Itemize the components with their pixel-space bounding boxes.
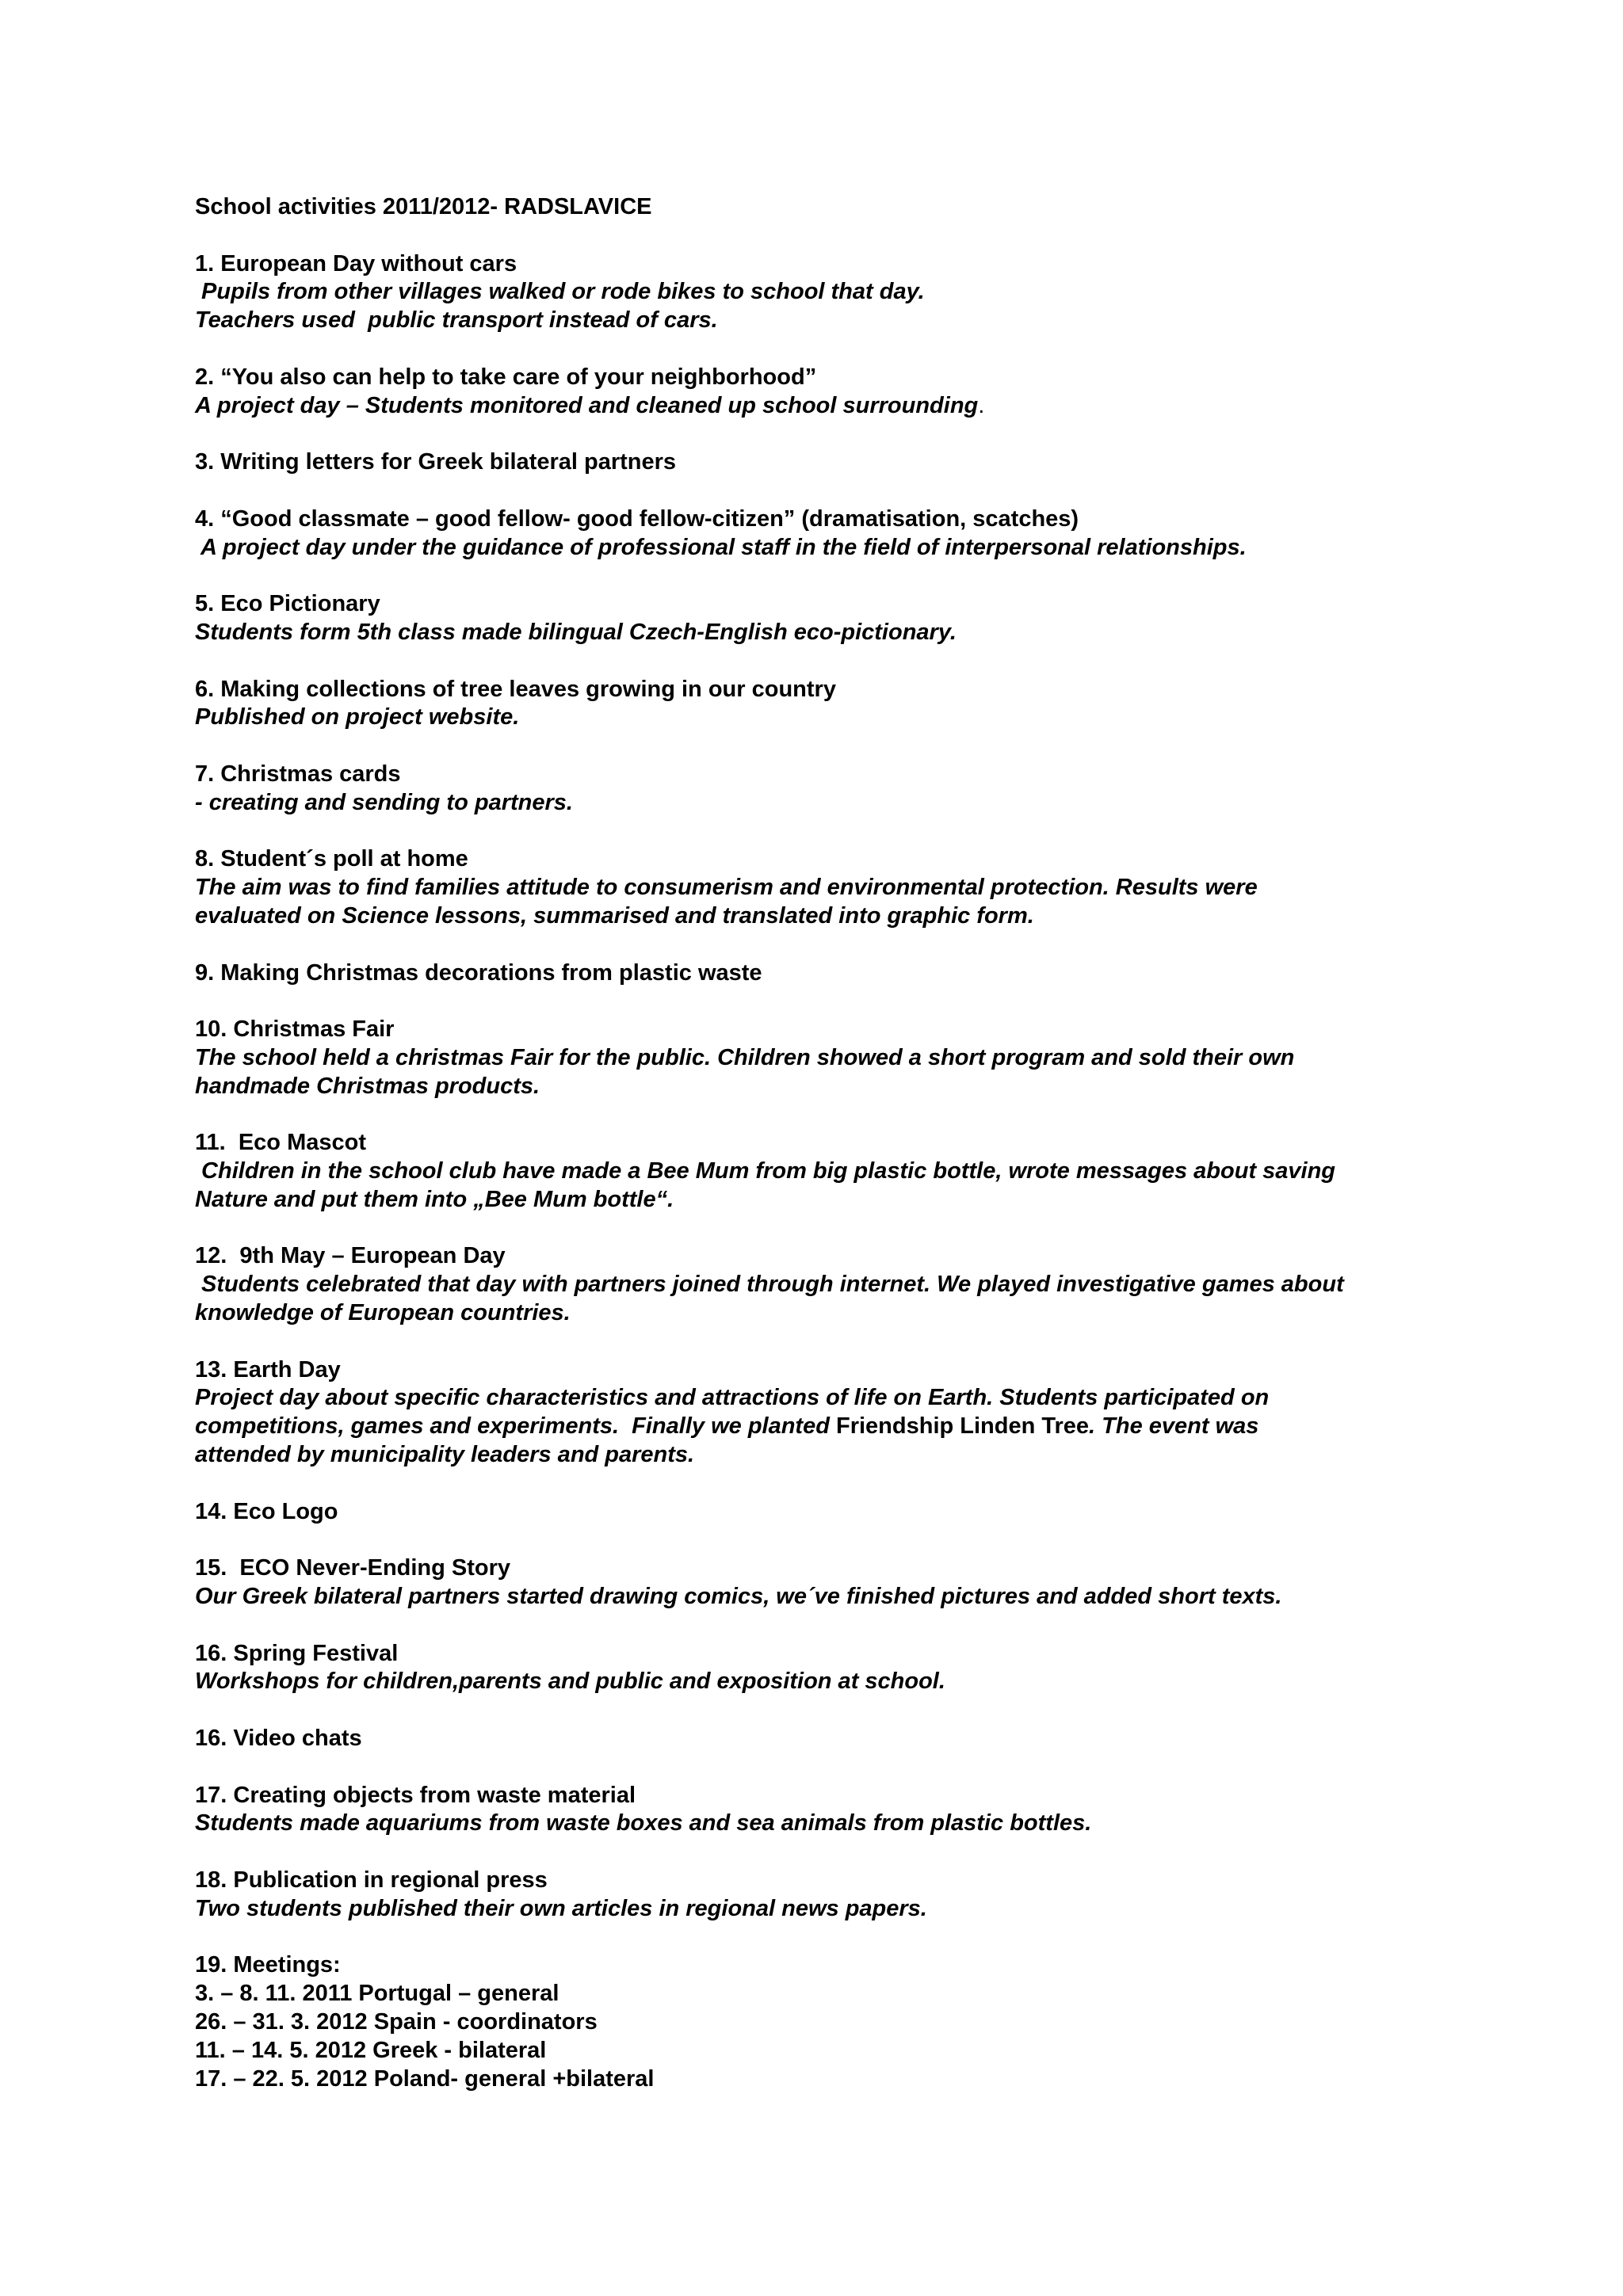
activity-description: attended by municipality leaders and parents.	[195, 1442, 695, 1468]
activity-description-text: A project day – Students monitored and cleaned up school surrounding	[195, 392, 979, 418]
activity-item-12	[195, 1242, 1495, 1327]
activity-item-5	[195, 590, 1495, 647]
activity-item-17	[195, 1782, 1495, 1839]
activity-description	[195, 392, 1495, 421]
activity-description: Published on project website.	[195, 704, 520, 730]
activity-item-9	[195, 959, 1495, 988]
activity-heading: 16. Spring Festival	[195, 1640, 399, 1666]
activity-description-text: competitions, games and experiments. Finally we planted	[195, 1413, 836, 1440]
activity-description: evaluated on Science lessons, summarised and translated into graphic form.	[195, 902, 1034, 929]
document-page	[195, 193, 1495, 2122]
activity-item-11	[195, 1129, 1495, 1214]
activity-heading: 10. Christmas Fair	[195, 1016, 395, 1043]
activity-description: Nature and put them into „Bee Mum bottle“.	[195, 1186, 674, 1212]
activity-item-16	[195, 1640, 1495, 1697]
activity-heading: 5. Eco Pictionary	[195, 591, 380, 617]
activity-heading: 12. 9th May – European Day	[195, 1243, 506, 1269]
activity-description-end: .	[978, 392, 985, 418]
activity-description-text: . The event was	[1089, 1413, 1259, 1440]
tree-name: Friendship Linden Tree	[835, 1413, 1090, 1440]
activity-heading: 4. “Good classmate – good fellow- good fellow-citizen” (dramatisation, scatches)	[195, 505, 1079, 532]
activity-heading: 19. Meetings:	[195, 1952, 341, 1978]
activity-heading: 3. Writing letters for Greek bilateral partners	[195, 449, 677, 475]
activity-item-4	[195, 505, 1495, 563]
activity-description: The aim was to find families attitude to consumerism and environmental protection. Results were	[195, 875, 1258, 901]
activity-item-14	[195, 1498, 1495, 1527]
activity-description: - creating and sending to partners.	[195, 789, 573, 815]
activity-item-2	[195, 364, 1495, 421]
activity-heading: 13. Earth Day	[195, 1356, 341, 1383]
activity-description: Two students published their own articles in regional news papers.	[195, 1895, 927, 1921]
activity-description: Students form 5th class made bilingual Czech-English eco-pictionary.	[195, 619, 957, 645]
activity-description	[195, 1413, 1495, 1441]
activity-heading: 18. Publication in regional press	[195, 1867, 548, 1894]
activity-item-16b	[195, 1725, 1495, 1753]
activity-description: The school held a christmas Fair for the public. Children showed a short program and sold their own	[195, 1044, 1295, 1070]
activity-description: Teachers used public transport instead of cars.	[195, 307, 718, 334]
document-title: School activities 2011/2012- RADSLAVICE	[195, 194, 652, 219]
activity-heading: 1. European Day without cars	[195, 250, 517, 277]
activity-item-8	[195, 845, 1495, 930]
activity-description: Our Greek bilateral partners started drawing comics, we´ve finished pictures and added short texts.	[195, 1584, 1282, 1610]
activity-heading: 9. Making Christmas decorations from plastic waste	[195, 959, 762, 986]
activity-description: Project day about specific characteristics and attractions of life on Earth. Students participated on	[195, 1385, 1270, 1411]
meeting-entry: 3. – 8. 11. 2011 Portugal – general	[195, 1981, 559, 2007]
activity-item-15	[195, 1554, 1495, 1611]
meeting-entry: 17. – 22. 5. 2012 Poland- general +bilateral	[195, 2065, 655, 2092]
activity-heading: 6. Making collections of tree leaves growing in our country	[195, 676, 836, 702]
activity-description: Students made aquariums from waste boxes and sea animals from plastic bottles.	[195, 1810, 1092, 1836]
activity-description: knowledge of European countries.	[195, 1300, 571, 1326]
activity-description: Pupils from other villages walked or rode bikes to school that day.	[195, 279, 925, 305]
activity-item-7	[195, 761, 1495, 818]
activity-heading: 7. Christmas cards	[195, 761, 401, 787]
activity-item-6	[195, 676, 1495, 733]
activity-heading: 8. Student´s poll at home	[195, 846, 468, 872]
activity-item-13	[195, 1356, 1495, 1470]
activity-heading: 14. Eco Logo	[195, 1498, 338, 1524]
activity-heading: 15. ECO Never-Ending Story	[195, 1555, 511, 1581]
activity-description: Children in the school club have made a Bee Mum from big plastic bottle, wrote messages about saving	[195, 1158, 1336, 1184]
activity-heading: 17. Creating objects from waste material	[195, 1782, 636, 1808]
activity-description: A project day under the guidance of professional staff in the field of interpersonal relationships.	[195, 534, 1247, 560]
activity-item-10	[195, 1016, 1495, 1100]
activity-item-3	[195, 448, 1495, 477]
activity-description: Students celebrated that day with partners joined through internet. We played investigative games about	[195, 1272, 1344, 1298]
activity-item-19	[195, 1951, 1495, 2093]
activity-item-1	[195, 250, 1495, 335]
meeting-entry: 11. – 14. 5. 2012 Greek - bilateral	[195, 2037, 547, 2063]
meeting-entry: 26. – 31. 3. 2012 Spain - coordinators	[195, 2009, 598, 2035]
activity-heading: 2. “You also can help to take care of your neighborhood”	[195, 364, 817, 390]
activity-heading: 16. Video chats	[195, 1726, 362, 1752]
activity-heading: 11. Eco Mascot	[195, 1130, 366, 1156]
activity-description: Workshops for children,parents and public and exposition at school.	[195, 1669, 945, 1695]
activity-item-18	[195, 1867, 1495, 1924]
activity-description: handmade Christmas products.	[195, 1073, 540, 1099]
